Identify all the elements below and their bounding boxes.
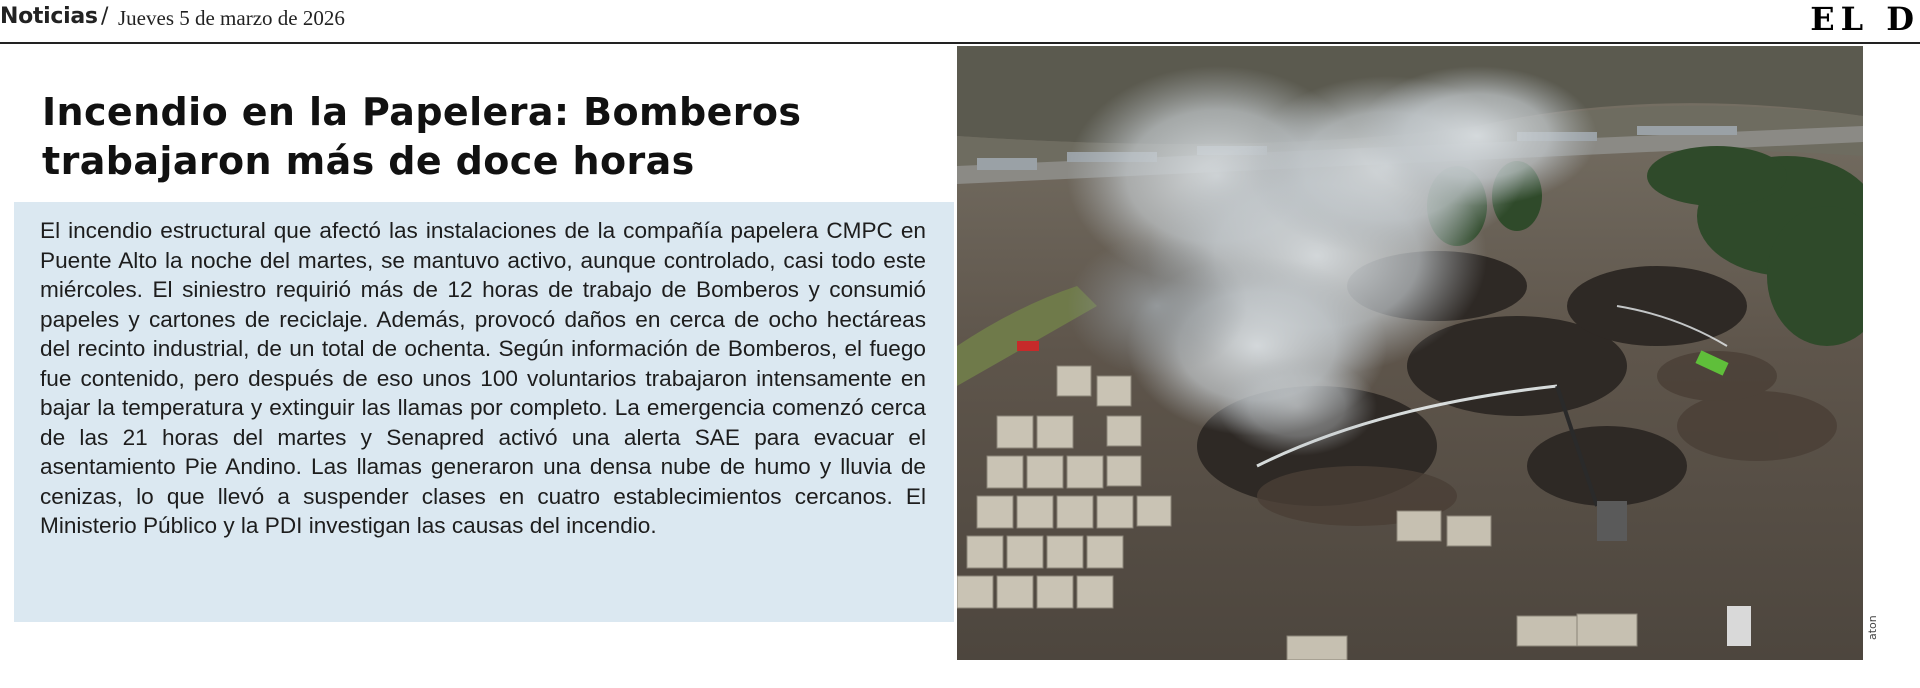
aerial-fire-photo (957, 46, 1863, 660)
issue-date: Jueves 5 de marzo de 2026 (118, 6, 345, 30)
page-header (0, 0, 1920, 44)
section-separator: / (101, 4, 109, 29)
photo-credit: aton (1866, 615, 1879, 640)
article-body: El incendio estructural que afectó las instalaciones de la compañía papelera CMPC en Puente Alto la noche del martes, se mantuvo activo, aunque controlado, casi todo este miércoles. El siniestro requirió más de 12 horas de trabajo de Bomberos y consumió papeles y cartones de reciclaje. Además, provocó daños en cerca de ocho hectáreas del recinto industrial, de un total de ochenta. Según información de Bomberos, el fuego fue contenido, pero después de eso unos 100 voluntarios trabajaron intensamente en bajar la temperatura y extinguir las llamas por completo. La emergencia comenzó cerca de las 21 horas del martes y Senapred activó una alerta SAE para evacuar el asentamiento Pie Andino. Las llamas generaron una densa nube de humo y lluvia de cenizas, lo que llevó a suspender clases en cuatro establecimientos cercanos. El Ministerio Público y la PDI investigan las causas del incendio. (40, 218, 926, 538)
fire-scene-illustration (957, 46, 1863, 660)
article-headline: Incendio en la Papelera: Bomberos trabajaron más de doce horas (42, 90, 802, 183)
newspaper-masthead: EL D (1810, 0, 1920, 38)
section-label: Noticias (0, 4, 98, 29)
article-body-box (14, 202, 954, 622)
